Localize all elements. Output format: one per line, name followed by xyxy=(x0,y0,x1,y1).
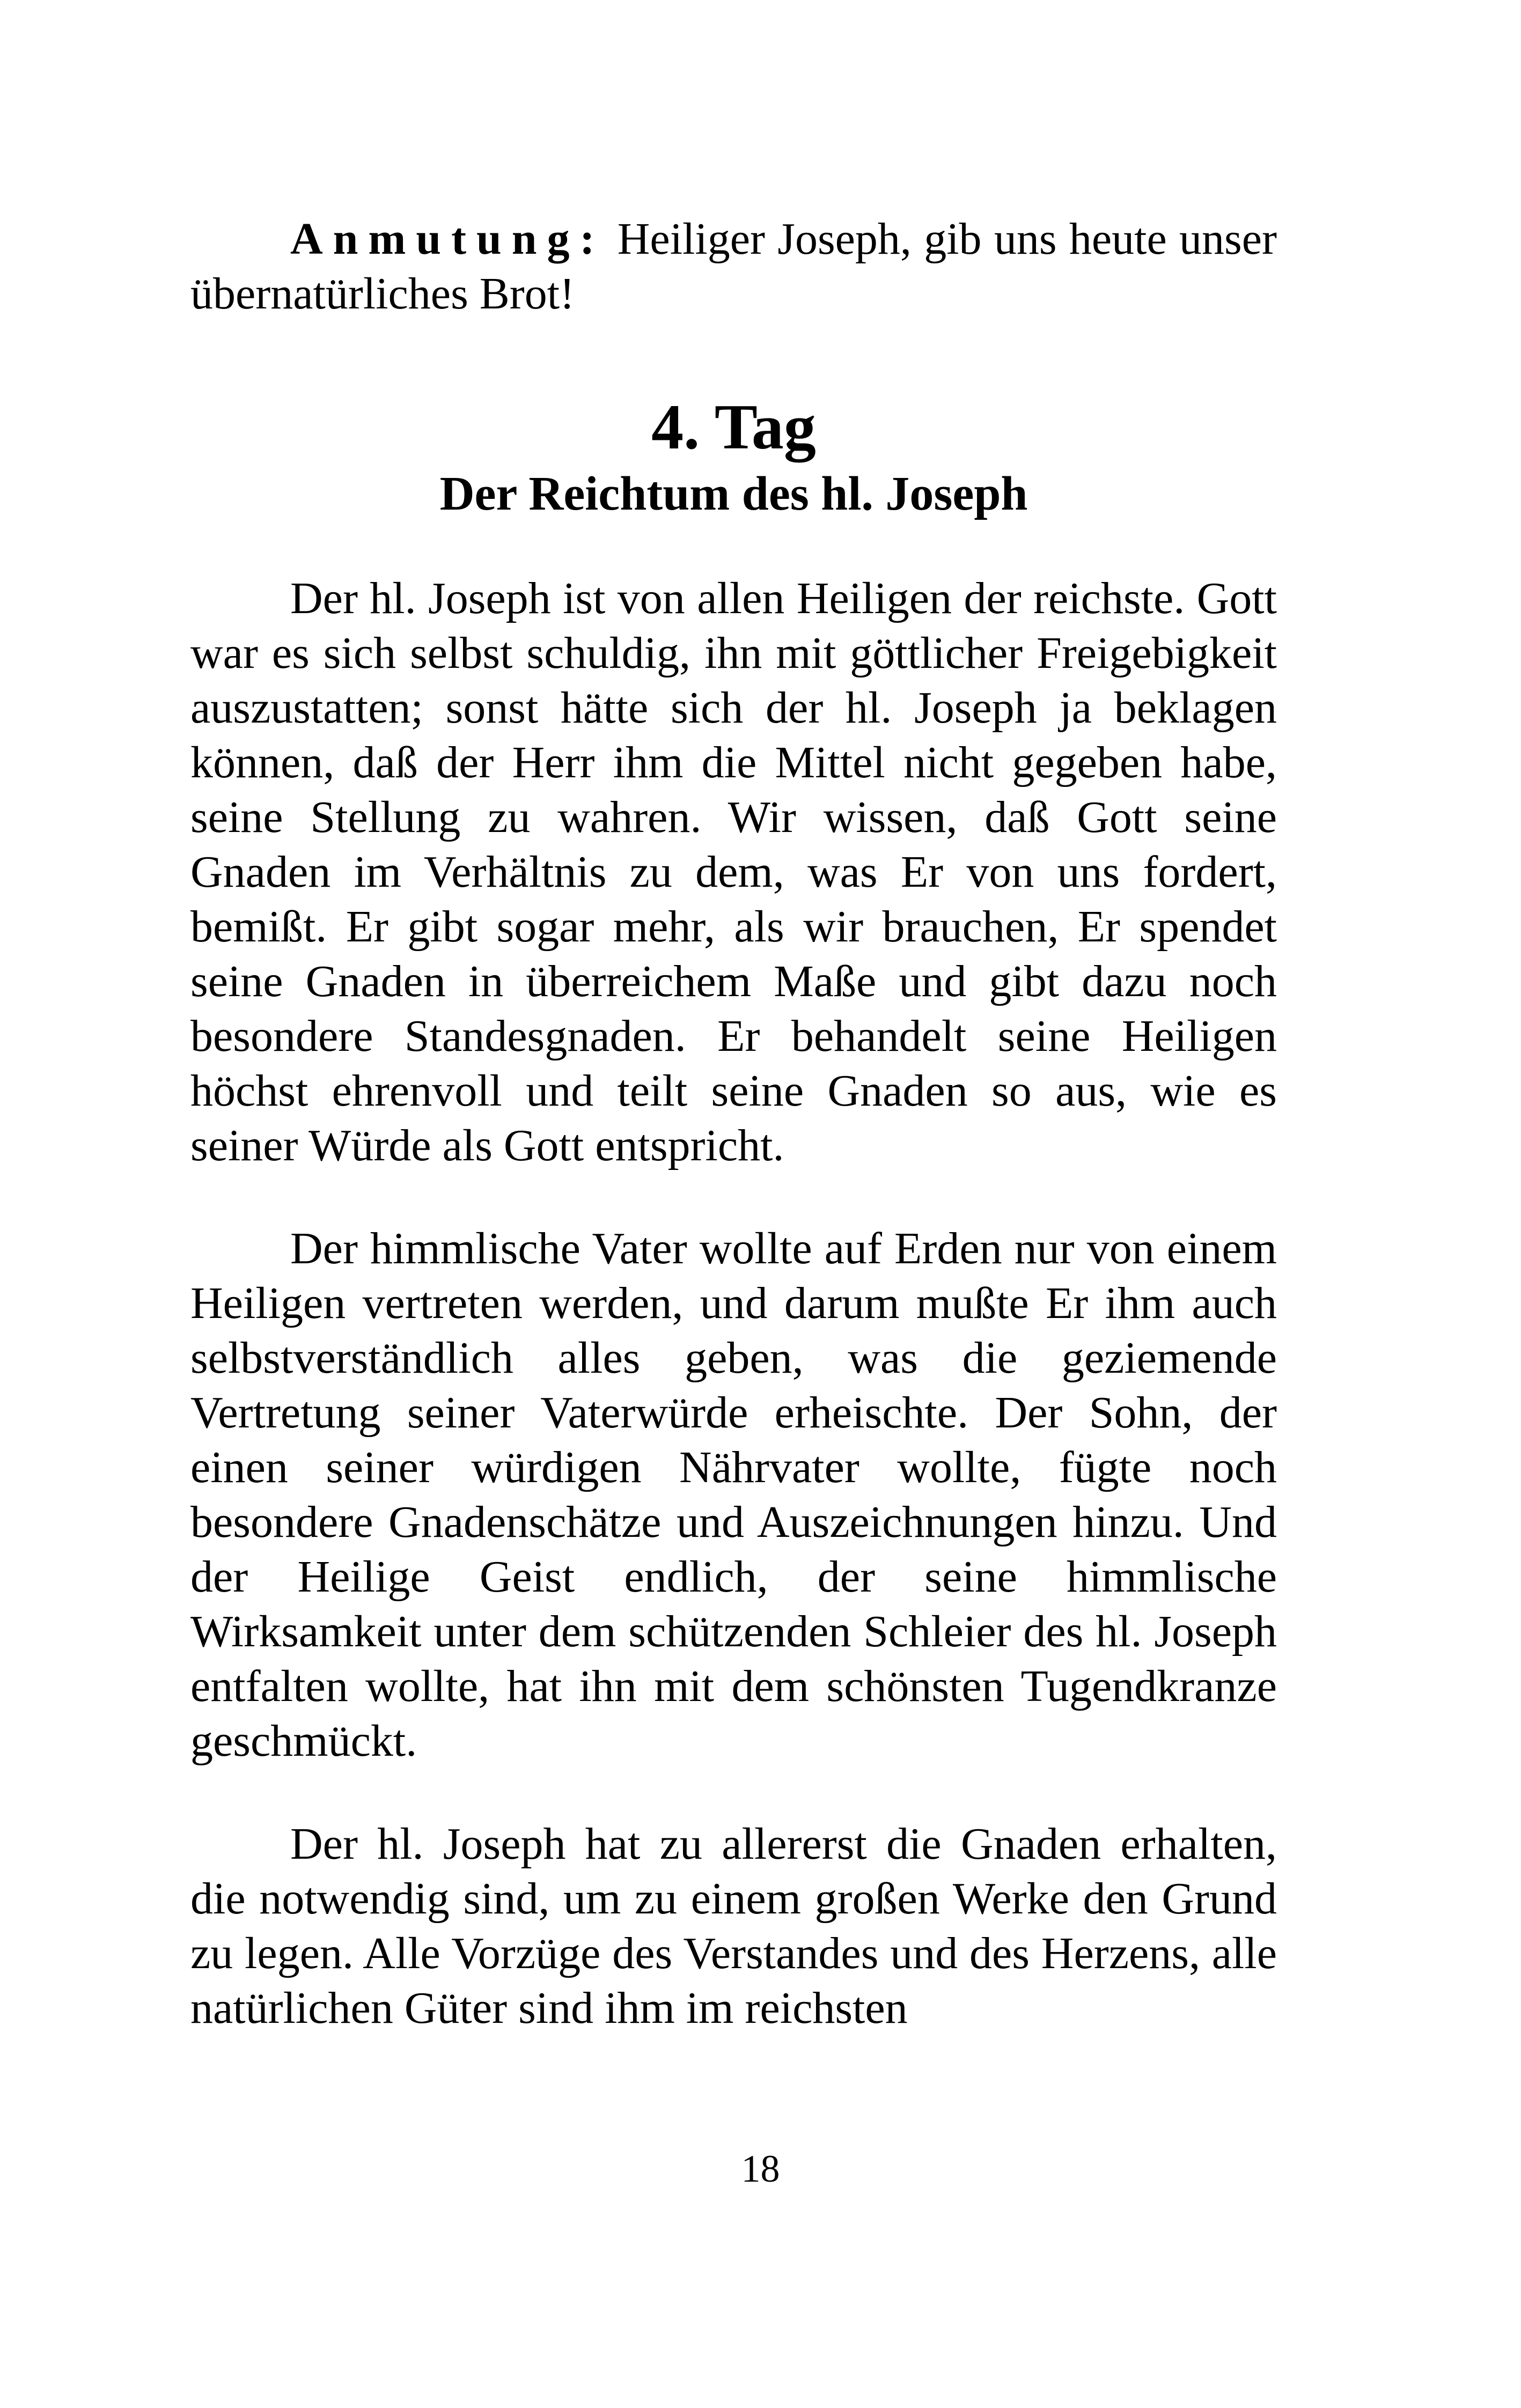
body-paragraph-2: Der himmlische Vater wollte auf Erden nur von einem Heiligen vertreten werden, und darum mußte Er ihm auch selbstverständlich alles geben, was die geziemende Vertretung seiner Vaterwürde erheischte. Der Sohn, der einen seiner würdigen Nährvater wollte, fügte noch besondere Gnadenschätze und Auszeichnungen hinzu. Und der Heilige Geist endlich, der seine himmlische Wirksamkeit unter dem schützenden Schleier des hl. Joseph entfalten wollte, hat ihn mit dem schönsten Tugendkranze geschmückt. xyxy=(190,1224,1277,1766)
body-paragraph-1: Der hl. Joseph ist von allen Heiligen der reichste. Gott war es sich selbst schuldig, ihn mit göttlicher Freigebigkeit auszustatten; sonst hätte sich der hl. Joseph ja beklagen können, daß der Herr ihm die Mittel nicht gegeben habe, seine Stellung zu wahren. Wir wissen, daß Gott seine Gnaden im Verhältnis zu dem, was Er von uns fordert, bemißt. Er gibt sogar mehr, als wir brauchen, Er spendet seine Gnaden in überreichem Maße und gibt dazu noch besondere Standesgnaden. Er behandelt seine Heiligen höchst ehrenvoll und teilt seine Gnaden so aus, wie es seiner Würde als Gott entspricht. xyxy=(190,573,1277,1170)
intro-paragraph xyxy=(190,212,1277,321)
intro-text: Heiliger Joseph, gib uns heute unser übernatürliches Brot! xyxy=(190,214,1277,319)
chapter-heading xyxy=(190,390,1277,524)
intro-label: Anmutung: xyxy=(290,214,605,264)
chapter-day: 4. Tag xyxy=(651,391,816,462)
chapter-title: Der Reichtum des hl. Joseph xyxy=(439,467,1028,520)
page-number: 18 xyxy=(741,2147,780,2190)
book-page xyxy=(190,212,1277,2084)
body-paragraph-3: Der hl. Joseph hat zu allererst die Gnaden erhalten, die notwendig sind, um zu einem großen Werke den Grund zu legen. Alle Vorzüge des Verstandes und des Herzens, alle natürlichen Güter sind ihm im reichsten xyxy=(190,1819,1277,2033)
